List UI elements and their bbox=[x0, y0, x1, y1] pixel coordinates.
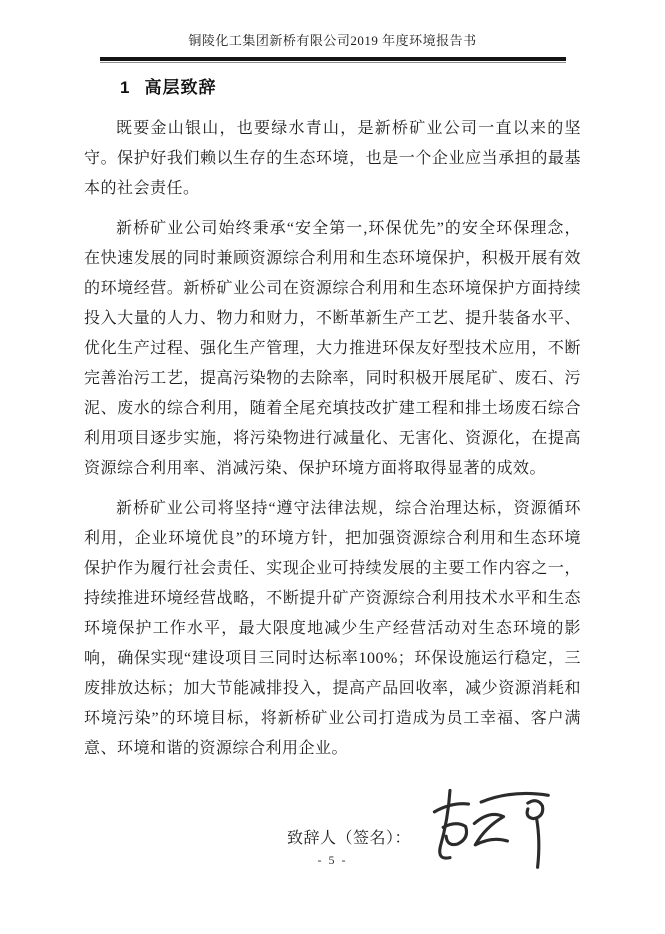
running-header-title: 铜陵化工集团新桥有限公司2019 年度环境报告书 bbox=[188, 33, 477, 48]
page-number: - 5 - bbox=[317, 853, 348, 867]
paragraph-3: 新桥矿业公司将坚持“遵守法律法规，综合治理达标，资源循环利用，企业环境优良”的环境方针，把加强资源综合利用和生态环境保护作为履行社会责任、实现企业可持续发展的主要工作内容之一，持续推进环境经营战略，不断提升矿产资源综合利用技术水平和生态环境保护工作水平，最大限度地减少生产经营活动对生态环境的影响，确保实现“建设项目三同时达标率100%；环保设施运行稳定，三废排放达标；加大节能减排投入，提高产品回收率，减少资源消耗和环境污染”的环境目标，将新桥矿业公司打造成为员工幸福、客户满意、环境和谐的资源综合利用企业。 bbox=[84, 500, 581, 757]
page-content bbox=[0, 73, 665, 882]
section-number: 1 bbox=[120, 78, 131, 97]
section-heading bbox=[120, 73, 581, 98]
paragraph-2: 新桥矿业公司始终秉承“安全第一,环保优先”的安全环保理念，在快速发展的同时兼顾资源综合利用和生态环境保护，积极开展有效的环境经营。新桥矿业公司在资源综合利用和生态环境保护方面持续投入大量的人力、物力和财力，不断革新生产工艺、提升装备水平、优化生产过程、强化生产管理，大力推进环保友好型技术应用，不断完善治污工艺，提高污染物的去除率，同时积极开展尾矿、废石、污泥、废水的综合利用，随着全尾充填技改扩建工程和排土场废石综合利用项目逐步实施，将污染物进行减量化、无害化、资源化，在提高资源综合利用率、消减污染、保护环境方面将取得显著的成效。 bbox=[84, 220, 581, 477]
paragraph-1: 既要金山银山，也要绿水青山，是新桥矿业公司一直以来的坚守。保护好我们赖以生存的生态环境，也是一个企业应当承担的最基本的社会责任。 bbox=[84, 120, 581, 197]
header-divider-rule bbox=[100, 57, 566, 63]
signoff-label: 致辞人（签名）： bbox=[286, 829, 411, 847]
section-title: 高层致辞 bbox=[144, 78, 217, 97]
